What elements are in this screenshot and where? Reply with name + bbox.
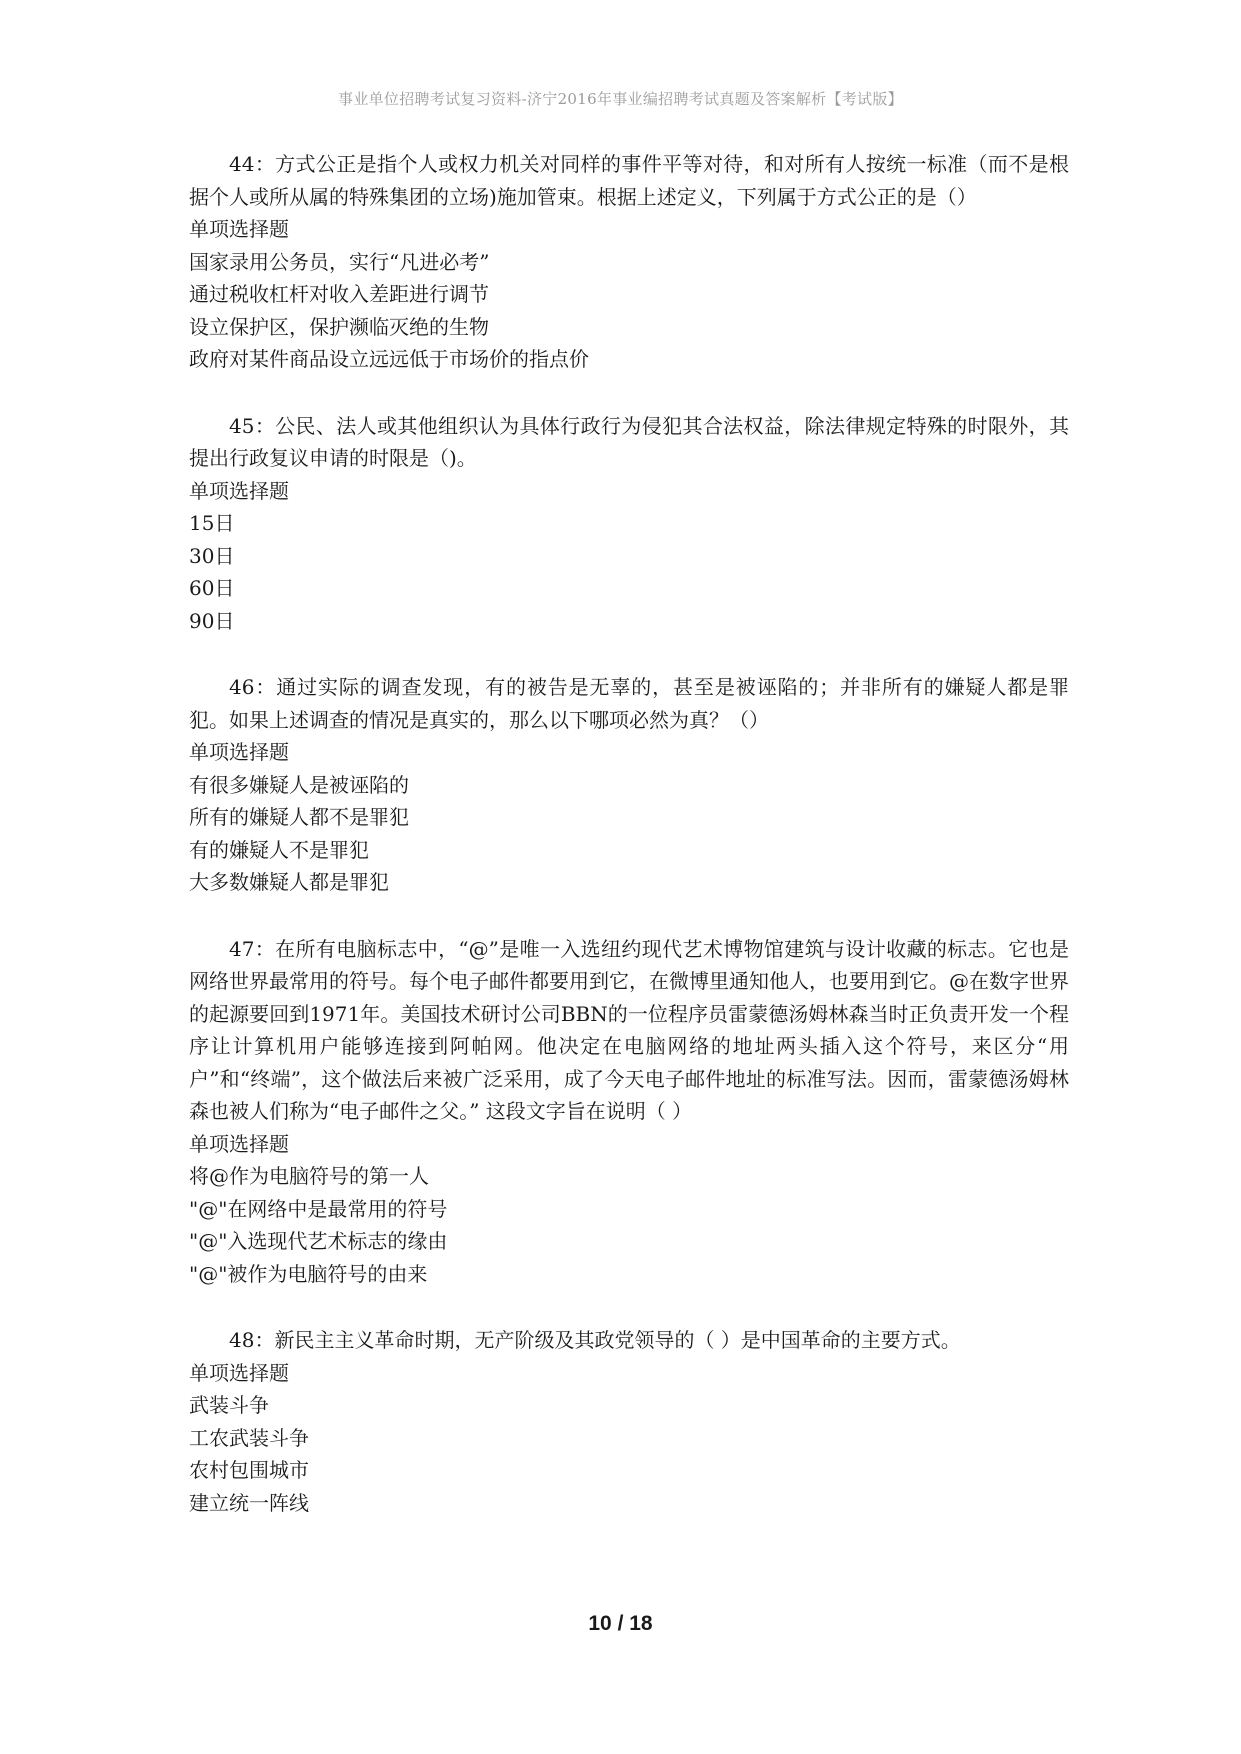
question-stem: 45：公民、法人或其他组织认为具体行政行为侵犯其合法权益，除法律规定特殊的时限外，其提出行政复议申请的时限是（)。 (189, 413, 1069, 470)
option-c: 农村包围城市 (189, 1458, 309, 1482)
option-d: 90日 (189, 608, 235, 633)
option-a: 15日 (189, 511, 235, 535)
option-b: 工农武装斗争 (189, 1425, 309, 1450)
option-c: 设立保护区，保护濒临灭绝的生物 (189, 314, 489, 339)
option-d: 大多数嫌疑人都是罪犯 (189, 870, 389, 894)
option-c: 60日 (189, 576, 235, 600)
question-type: 单项选择题 (189, 217, 289, 241)
question-type: 单项选择题 (189, 1131, 289, 1156)
question-type: 单项选择题 (189, 1360, 289, 1385)
question-47 (189, 933, 1069, 1291)
question-48 (189, 1324, 1069, 1519)
question-type: 单项选择题 (189, 740, 289, 764)
page-number: 10 / 18 (588, 1612, 653, 1635)
question-stem: 47：在所有电脑标志中，“@”是唯一入选纽约现代艺术博物馆建筑与设计收藏的标志。它也是网络世界最常用的符号。每个电子邮件都要用到它，在微博里通知他人，也要用到它。@在数字世界的起源要回到1971年。美国技术研讨公司BBN的一位程序员雷蒙德汤姆林森当时正负责开发一个程序让计算机用户能够连接到阿帕网。他决定在电脑网络的地址两头插入这个符号，来区分“用户”和“终端”，这个做法后来被广泛采用，成了今天电子邮件地址的标准写法。因而，雷蒙德汤姆林森也被人们称为“电子邮件之父。” 这段文字旨在说明（ ） (189, 936, 1069, 1123)
option-b: "@"在网络中是最常用的符号 (189, 1196, 448, 1221)
question-type: 单项选择题 (189, 478, 289, 503)
question-45 (189, 410, 1069, 638)
option-b: 通过税收杠杆对收入差距进行调节 (189, 282, 489, 306)
option-c: 有的嫌疑人不是罪犯 (189, 837, 369, 862)
option-a: 将@作为电脑符号的第一人 (189, 1164, 429, 1188)
option-d: 政府对某件商品设立远远低于市场价的指点价 (189, 347, 589, 371)
option-b: 所有的嫌疑人都不是罪犯 (189, 805, 409, 829)
option-a: 武装斗争 (189, 1393, 269, 1417)
option-a: 有很多嫌疑人是被诬陷的 (189, 772, 409, 797)
option-b: 30日 (189, 543, 235, 568)
question-stem: 44：方式公正是指个人或权力机关对同样的事件平等对待，和对所有人按统一标准（而不是根据个人或所从属的特殊集团的立场)施加管束。根据上述定义，下列属于方式公正的是（） (189, 152, 1069, 209)
question-list (189, 148, 1069, 1553)
page-header-title: 事业单位招聘考试复习资料-济宁2016年事业编招聘考试真题及答案解析【考试版】 (338, 90, 903, 108)
question-stem: 46：通过实际的调查发现，有的被告是无辜的，甚至是被诬陷的；并非所有的嫌疑人都是罪犯。如果上述调查的情况是真实的，那么以下哪项必然为真？（） (189, 675, 1069, 732)
option-d: "@"被作为电脑符号的由来 (189, 1261, 428, 1286)
question-stem: 48：新民主主义革命时期，无产阶级及其政党领导的（ ）是中国革命的主要方式。 (229, 1328, 961, 1352)
option-a: 国家录用公务员，实行“凡进必考” (189, 249, 490, 274)
option-d: 建立统一阵线 (189, 1490, 309, 1515)
question-44 (189, 148, 1069, 376)
option-c: "@"入选现代艺术标志的缘由 (189, 1229, 448, 1253)
question-46 (189, 671, 1069, 899)
